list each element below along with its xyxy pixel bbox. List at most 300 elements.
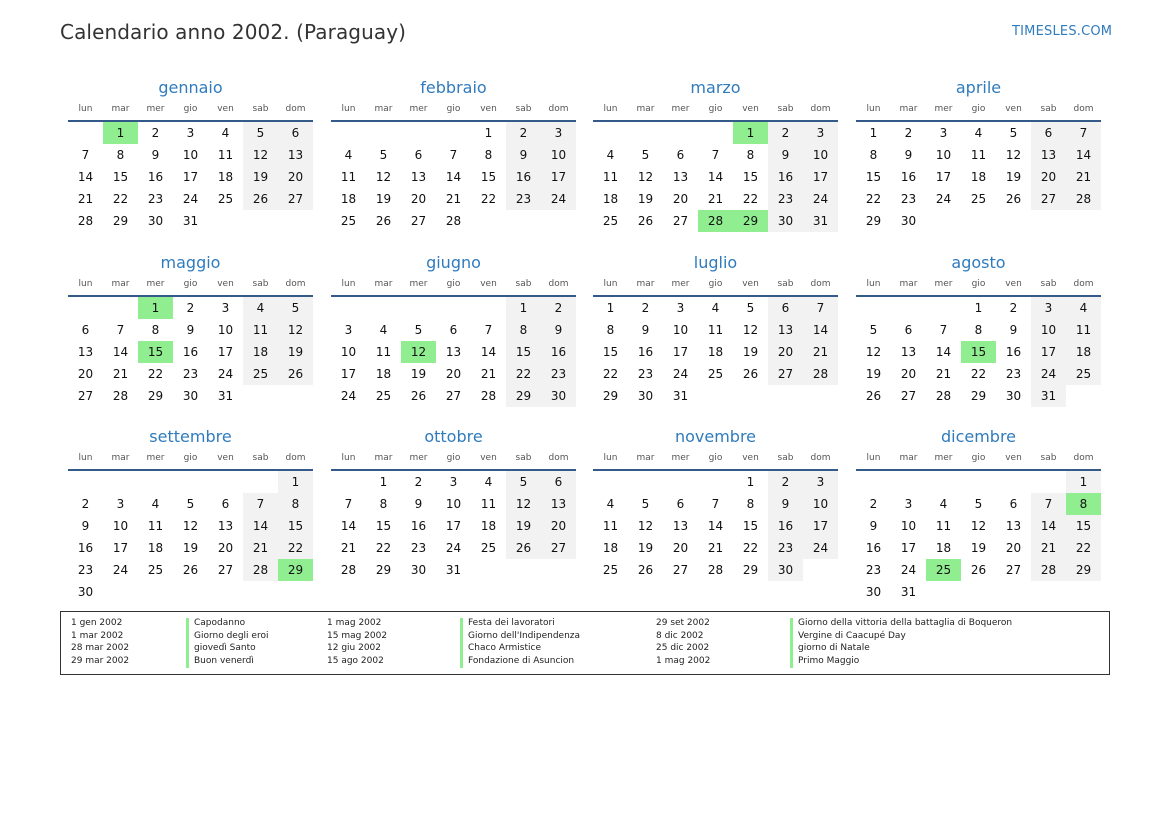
day-cell: 8 (379, 497, 388, 511)
day-cell: 12 (278, 319, 313, 341)
day-cell: 13 (672, 170, 689, 184)
day-cell: 22 (147, 367, 164, 381)
weekday-label: mar (636, 453, 655, 463)
day-cell: 31 (445, 563, 462, 577)
day-cell: 17 (900, 541, 917, 555)
day-cell: 16 (1005, 345, 1022, 359)
weekday-label: mar (374, 279, 393, 289)
empty-day-cell (961, 471, 996, 493)
day-cell: 10 (112, 519, 129, 533)
day-cell: 6 (1009, 497, 1018, 511)
day-cell: 17 (217, 345, 234, 359)
day-cell: 25 (1066, 363, 1101, 385)
day-cell: 7 (449, 148, 458, 162)
legend-holiday-name: giorno di Natale (798, 643, 870, 654)
day-cell: 4 (711, 301, 720, 315)
day-cell: 29 (506, 385, 541, 407)
day-cell: 10 (340, 345, 357, 359)
weekday-label: dom (1073, 279, 1094, 289)
day-cell: 28 (1031, 559, 1066, 581)
weekday-label: dom (810, 104, 831, 114)
day-cell: 2 (869, 497, 878, 511)
day-cell: 10 (803, 144, 838, 166)
day-cell: 14 (112, 345, 129, 359)
day-cell: 5 (243, 122, 278, 144)
day-cell: 25 (602, 563, 619, 577)
day-cell: 20 (410, 192, 427, 206)
day-cell: 22 (278, 537, 313, 559)
month-name: luglio (693, 253, 738, 272)
weekday-label: mer (146, 453, 165, 463)
day-cell: 19 (865, 367, 882, 381)
weekday-header (593, 102, 838, 122)
empty-day-cell (243, 471, 278, 493)
day-cell: 4 (1066, 297, 1101, 319)
weekday-label: gio (446, 104, 461, 114)
weekday-label: mer (934, 279, 953, 289)
day-cell: 16 (541, 341, 576, 363)
weekday-label: gio (708, 104, 723, 114)
day-cell: 6 (81, 323, 90, 337)
empty-day-cell (891, 297, 926, 319)
weekday-label: ven (742, 453, 759, 463)
weekday-label: mar (111, 104, 130, 114)
day-cell: 7 (484, 323, 493, 337)
day-grid (68, 471, 313, 603)
day-cell: 1 (484, 126, 493, 140)
day-cell: 26 (742, 367, 759, 381)
day-cell: 17 (445, 519, 462, 533)
weekday-label: gio (971, 279, 986, 289)
day-cell: 27 (541, 537, 576, 559)
empty-day-cell (891, 471, 926, 493)
legend-marker (186, 618, 189, 668)
day-cell: 24 (672, 367, 689, 381)
month-aprile (856, 76, 1101, 232)
weekday-label: gio (708, 453, 723, 463)
weekday-label: ven (1005, 104, 1022, 114)
holiday-day-cell: 1 (138, 297, 173, 319)
day-cell: 5 (186, 497, 195, 511)
empty-day-cell (698, 122, 733, 144)
day-cell: 3 (803, 122, 838, 144)
day-cell: 21 (77, 192, 94, 206)
empty-day-cell (856, 471, 891, 493)
day-cell: 20 (77, 367, 94, 381)
day-cell: 14 (480, 345, 497, 359)
day-cell: 16 (637, 345, 654, 359)
day-cell: 7 (711, 148, 720, 162)
day-cell: 26 (506, 537, 541, 559)
page-title: Calendario anno 2002. (Paraguay) (60, 20, 407, 44)
day-cell: 12 (865, 345, 882, 359)
month-name: giugno (426, 253, 481, 272)
empty-day-cell (996, 471, 1031, 493)
weekday-label: gio (183, 279, 198, 289)
month-settembre (68, 425, 313, 603)
day-cell: 5 (974, 497, 983, 511)
day-cell: 14 (1066, 144, 1101, 166)
legend-holiday-name: Vergine di Caacupé Day (798, 630, 906, 641)
day-cell: 12 (637, 519, 654, 533)
legend-holiday-name: Primo Maggio (798, 656, 860, 667)
month-luglio (593, 251, 838, 407)
day-cell: 24 (445, 541, 462, 555)
day-grid (68, 122, 313, 232)
weekday-label: ven (1005, 279, 1022, 289)
day-cell: 27 (768, 363, 803, 385)
day-cell: 11 (707, 323, 724, 337)
day-cell: 12 (742, 323, 759, 337)
legend-names-col-2 (468, 617, 580, 668)
day-cell: 28 (1066, 188, 1101, 210)
day-cell: 2 (151, 126, 160, 140)
day-cell: 17 (340, 367, 357, 381)
day-cell: 8 (278, 493, 313, 515)
empty-day-cell (401, 297, 436, 319)
site-link[interactable]: TIMESLES.COM (1012, 24, 1113, 39)
weekday-header (856, 277, 1101, 297)
weekday-header (331, 277, 576, 297)
day-cell: 19 (375, 192, 392, 206)
weekday-label: lun (78, 104, 93, 114)
day-cell: 4 (243, 297, 278, 319)
weekday-header (68, 102, 313, 122)
month-title-wrap (593, 251, 838, 275)
weekday-header (593, 451, 838, 471)
day-cell: 16 (768, 166, 803, 188)
day-cell: 3 (676, 301, 685, 315)
weekday-label: sab (515, 104, 532, 114)
weekday-label: mar (636, 104, 655, 114)
day-cell: 23 (147, 192, 164, 206)
day-cell: 3 (221, 301, 230, 315)
day-cell: 14 (243, 515, 278, 537)
day-cell: 7 (344, 497, 353, 511)
day-cell: 4 (974, 126, 983, 140)
legend-holiday-name: Giorno dell'Indipendenza (468, 630, 581, 641)
weekday-header (68, 451, 313, 471)
day-cell: 26 (637, 563, 654, 577)
day-cell: 14 (77, 170, 94, 184)
empty-day-cell (331, 471, 366, 493)
weekday-label: ven (480, 104, 497, 114)
day-cell: 20 (900, 367, 917, 381)
day-cell: 12 (970, 519, 987, 533)
day-cell: 24 (803, 537, 838, 559)
day-cell: 30 (1005, 389, 1022, 403)
weekday-label: lun (341, 104, 356, 114)
day-cell: 16 (900, 170, 917, 184)
holiday-day-cell: 25 (926, 559, 961, 581)
day-cell: 18 (707, 345, 724, 359)
month-name: ottobre (424, 427, 483, 446)
day-cell: 1 (746, 475, 755, 489)
holiday-day-cell: 8 (1066, 493, 1101, 515)
day-cell: 21 (340, 541, 357, 555)
weekday-label: lun (341, 279, 356, 289)
day-grid (331, 297, 576, 407)
weekday-label: lun (603, 453, 618, 463)
legend-names-col-1 (194, 617, 268, 668)
month-title-wrap (856, 76, 1101, 100)
day-cell: 5 (746, 301, 755, 315)
day-cell: 4 (344, 148, 353, 162)
day-cell: 13 (278, 144, 313, 166)
empty-day-cell (366, 297, 401, 319)
day-cell: 11 (480, 497, 497, 511)
weekday-label: ven (217, 104, 234, 114)
empty-day-cell (138, 471, 173, 493)
month-name: dicembre (940, 427, 1017, 446)
day-cell: 19 (410, 367, 427, 381)
weekday-label: dom (548, 104, 569, 114)
weekday-label: sab (777, 279, 794, 289)
day-cell: 29 (1066, 559, 1101, 581)
empty-day-cell (628, 471, 663, 493)
day-cell: 25 (243, 363, 278, 385)
day-cell: 3 (541, 122, 576, 144)
day-cell: 15 (375, 519, 392, 533)
month-febbraio (331, 76, 576, 232)
day-cell: 12 (375, 170, 392, 184)
legend-date: 15 mag 2002 (327, 630, 388, 641)
empty-day-cell (401, 122, 436, 144)
day-cell: 18 (935, 541, 952, 555)
day-cell: 27 (1005, 563, 1022, 577)
weekday-label: mer (671, 453, 690, 463)
day-cell: 26 (278, 363, 313, 385)
day-cell: 16 (147, 170, 164, 184)
day-cell: 8 (506, 319, 541, 341)
day-cell: 3 (449, 475, 458, 489)
weekday-label: ven (480, 453, 497, 463)
day-cell: 24 (340, 389, 357, 403)
empty-day-cell (593, 122, 628, 144)
legend-date: 25 dic 2002 (656, 643, 710, 654)
weekday-label: ven (1005, 453, 1022, 463)
day-cell: 3 (904, 497, 913, 511)
weekday-label: sab (1040, 453, 1057, 463)
empty-day-cell (436, 122, 471, 144)
day-cell: 3 (186, 126, 195, 140)
day-cell: 22 (480, 192, 497, 206)
weekday-label: mer (409, 453, 428, 463)
legend-date: 15 ago 2002 (327, 656, 384, 667)
day-cell: 15 (602, 345, 619, 359)
weekday-label: lun (866, 453, 881, 463)
day-cell: 31 (1031, 385, 1066, 407)
day-cell: 17 (1031, 341, 1066, 363)
weekday-label: dom (810, 453, 831, 463)
day-cell: 9 (768, 493, 803, 515)
day-cell: 13 (410, 170, 427, 184)
day-cell: 2 (768, 122, 803, 144)
month-name: maggio (160, 253, 221, 272)
day-cell: 27 (672, 214, 689, 228)
day-cell: 28 (243, 559, 278, 581)
day-cell: 30 (637, 389, 654, 403)
day-cell: 31 (803, 210, 838, 232)
month-title-wrap (331, 76, 576, 100)
day-cell: 27 (278, 188, 313, 210)
weekday-label: lun (78, 279, 93, 289)
day-cell: 1 (606, 301, 615, 315)
day-cell: 3 (803, 471, 838, 493)
legend-holiday-name: Fondazione di Asuncion (468, 656, 575, 667)
day-cell: 19 (637, 541, 654, 555)
day-cell: 25 (707, 367, 724, 381)
day-cell: 10 (445, 497, 462, 511)
month-name: settembre (149, 427, 232, 446)
day-cell: 14 (707, 170, 724, 184)
day-grid (593, 297, 838, 407)
day-cell: 28 (707, 563, 724, 577)
day-cell: 21 (112, 367, 129, 381)
day-cell: 17 (541, 166, 576, 188)
weekday-label: ven (217, 453, 234, 463)
day-cell: 25 (480, 541, 497, 555)
day-cell: 16 (182, 345, 199, 359)
day-cell: 30 (768, 210, 803, 232)
day-cell: 13 (900, 345, 917, 359)
day-cell: 17 (803, 166, 838, 188)
legend-holiday-name: Capodanno (194, 618, 246, 628)
day-cell: 9 (186, 323, 195, 337)
day-cell: 14 (445, 170, 462, 184)
legend-holiday-name: giovedì Santo (194, 643, 256, 654)
month-marzo (593, 76, 838, 232)
weekday-label: dom (1073, 104, 1094, 114)
legend-date: 28 mar 2002 (71, 643, 130, 654)
day-cell: 23 (1005, 367, 1022, 381)
day-cell: 13 (1031, 144, 1066, 166)
day-cell: 9 (768, 144, 803, 166)
day-cell: 27 (217, 563, 234, 577)
day-cell: 21 (803, 341, 838, 363)
day-cell: 21 (707, 541, 724, 555)
day-cell: 23 (637, 367, 654, 381)
month-title-wrap (593, 76, 838, 100)
day-cell: 26 (865, 389, 882, 403)
month-dicembre (856, 425, 1101, 603)
day-cell: 27 (1031, 188, 1066, 210)
day-cell: 2 (1009, 301, 1018, 315)
day-cell: 9 (151, 148, 160, 162)
day-cell: 5 (641, 148, 650, 162)
day-cell: 23 (410, 541, 427, 555)
day-cell: 5 (641, 497, 650, 511)
day-cell: 13 (1005, 519, 1022, 533)
day-cell: 1 (379, 475, 388, 489)
month-novembre (593, 425, 838, 581)
weekday-label: sab (515, 279, 532, 289)
day-cell: 4 (379, 323, 388, 337)
day-cell: 10 (1031, 319, 1066, 341)
day-cell: 10 (900, 519, 917, 533)
month-gennaio (68, 76, 313, 232)
empty-day-cell (628, 122, 663, 144)
month-name: marzo (690, 78, 741, 97)
weekday-label: lun (603, 279, 618, 289)
day-cell: 9 (904, 148, 913, 162)
weekday-label: mer (146, 279, 165, 289)
empty-day-cell (436, 297, 471, 319)
empty-day-cell (68, 471, 103, 493)
day-grid (331, 471, 576, 581)
day-cell: 27 (445, 389, 462, 403)
day-cell: 11 (375, 345, 392, 359)
day-cell: 2 (904, 126, 913, 140)
month-name: febbraio (420, 78, 487, 97)
empty-day-cell (698, 471, 733, 493)
day-cell: 5 (278, 297, 313, 319)
month-title-wrap (856, 251, 1101, 275)
day-cell: 13 (77, 345, 94, 359)
day-cell: 30 (182, 389, 199, 403)
weekday-label: sab (777, 104, 794, 114)
day-cell: 29 (147, 389, 164, 403)
day-cell: 28 (803, 363, 838, 385)
day-cell: 25 (217, 192, 234, 206)
day-cell: 20 (1031, 166, 1066, 188)
day-cell: 4 (151, 497, 160, 511)
day-cell: 6 (1031, 122, 1066, 144)
day-cell: 10 (672, 323, 689, 337)
weekday-label: lun (866, 104, 881, 114)
day-cell: 28 (445, 214, 462, 228)
weekday-label: gio (446, 453, 461, 463)
day-cell: 11 (970, 148, 987, 162)
day-cell: 26 (182, 563, 199, 577)
day-cell: 28 (340, 563, 357, 577)
legend-marker (790, 618, 793, 668)
day-cell: 18 (375, 367, 392, 381)
day-cell: 22 (970, 367, 987, 381)
day-cell: 26 (1005, 192, 1022, 206)
day-cell: 26 (637, 214, 654, 228)
day-cell: 19 (970, 541, 987, 555)
day-cell: 22 (742, 192, 759, 206)
weekday-label: lun (341, 453, 356, 463)
empty-day-cell (68, 122, 103, 144)
day-cell: 6 (676, 497, 685, 511)
weekday-label: ven (742, 104, 759, 114)
month-title-wrap (856, 425, 1101, 449)
empty-day-cell (68, 297, 103, 319)
legend-dates-col-1 (71, 617, 129, 668)
day-cell: 16 (506, 166, 541, 188)
day-cell: 15 (1066, 515, 1101, 537)
weekday-label: sab (252, 279, 269, 289)
day-cell: 23 (182, 367, 199, 381)
day-cell: 29 (112, 214, 129, 228)
day-cell: 8 (116, 148, 125, 162)
weekday-label: mer (409, 279, 428, 289)
holiday-day-cell: 12 (401, 341, 436, 363)
day-cell: 16 (77, 541, 94, 555)
day-cell: 21 (1031, 537, 1066, 559)
day-cell: 20 (445, 367, 462, 381)
day-cell: 5 (1009, 126, 1018, 140)
day-cell: 28 (480, 389, 497, 403)
day-cell: 16 (865, 541, 882, 555)
day-cell: 2 (506, 122, 541, 144)
holiday-day-cell: 29 (733, 210, 768, 232)
weekday-header (856, 102, 1101, 122)
day-cell: 26 (970, 563, 987, 577)
weekday-label: sab (777, 453, 794, 463)
